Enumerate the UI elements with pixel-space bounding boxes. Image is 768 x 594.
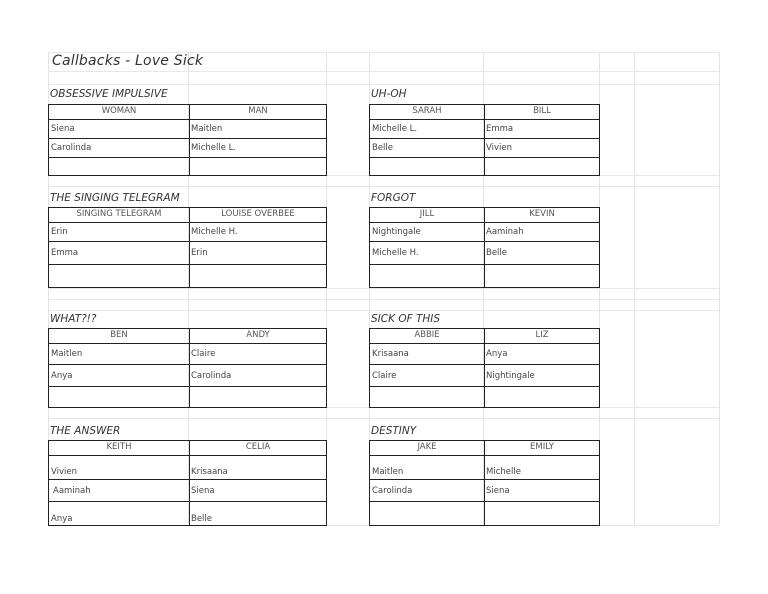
role-header: ABBIE	[414, 330, 440, 340]
section-title: WHAT?!?	[50, 313, 97, 325]
table-row	[49, 139, 326, 158]
role-header: EMILY	[529, 442, 554, 452]
cast-cell[interactable]: Michelle H.	[191, 227, 238, 237]
cast-cell[interactable]	[484, 265, 600, 287]
header-row	[49, 208, 326, 223]
cast-cell[interactable]: Michelle L.	[191, 143, 237, 153]
table-row	[49, 456, 326, 480]
cast-cell[interactable]	[189, 158, 327, 175]
cast-cell[interactable]: Nightingale	[372, 227, 421, 237]
table-row	[49, 242, 326, 265]
cast-cell[interactable]: Krisaana	[191, 467, 228, 477]
cast-table	[369, 207, 600, 288]
cast-cell[interactable]	[370, 502, 484, 525]
cast-table	[369, 440, 600, 526]
table-row	[49, 158, 326, 175]
cast-cell[interactable]	[189, 387, 327, 407]
cast-cell[interactable]: Vivien	[486, 143, 512, 153]
cast-table	[48, 440, 327, 526]
table-row	[49, 365, 326, 387]
cast-cell[interactable]: Claire	[191, 349, 216, 359]
cast-cell[interactable]: Aaminah	[53, 485, 91, 496]
cast-cell[interactable]: Siena	[191, 485, 215, 496]
cast-cell[interactable]: Aaminah	[486, 227, 524, 237]
table-row	[49, 223, 326, 242]
table-row	[49, 480, 326, 502]
cast-table	[369, 328, 600, 408]
cast-cell[interactable]: Vivien	[51, 467, 77, 477]
cast-cell[interactable]: Maitlen	[51, 349, 83, 359]
cast-cell[interactable]: Maitlen	[191, 124, 223, 134]
table-row	[49, 502, 326, 525]
header-row	[49, 329, 326, 344]
table-row	[49, 265, 326, 287]
header-row	[49, 105, 326, 120]
table-row	[49, 387, 326, 407]
section-title: OBSESSIVE IMPULSIVE	[50, 88, 168, 100]
section-title: FORGOT	[371, 192, 416, 204]
cast-cell[interactable]: Anya	[51, 514, 73, 524]
cast-cell[interactable]	[49, 158, 189, 175]
cast-cell[interactable]: Siena	[486, 485, 510, 496]
cast-cell[interactable]	[484, 387, 600, 407]
role-header: WOMAN	[101, 106, 137, 116]
cast-cell[interactable]	[49, 387, 189, 407]
cast-cell[interactable]: Michelle L.	[372, 124, 418, 134]
cast-cell[interactable]: Belle	[372, 143, 394, 153]
section-title: SICK OF THIS	[371, 313, 441, 325]
cast-cell[interactable]: Claire	[372, 370, 397, 381]
cast-cell[interactable]	[484, 502, 600, 525]
cast-cell[interactable]: Nightingale	[486, 370, 535, 381]
cast-table	[48, 328, 327, 408]
role-header: BILL	[533, 106, 551, 116]
cast-cell[interactable]: Erin	[191, 248, 208, 258]
role-header: KEVIN	[529, 209, 555, 219]
cast-cell[interactable]	[370, 265, 484, 287]
table-row	[49, 344, 326, 365]
cast-cell[interactable]: Carolinda	[51, 143, 92, 153]
cast-cell[interactable]: Michelle H.	[372, 248, 419, 258]
header-row	[49, 441, 326, 456]
cast-cell[interactable]: Emma	[486, 124, 514, 134]
cast-cell[interactable]: Belle	[486, 248, 508, 258]
section-title: UH-OH	[371, 88, 407, 100]
role-header: JAKE	[417, 442, 437, 452]
cast-cell[interactable]	[49, 265, 189, 287]
role-header: BEN	[110, 330, 128, 340]
section-title: THE ANSWER	[50, 425, 121, 437]
role-header: LOUISE OVERBEE	[221, 209, 295, 219]
cast-cell[interactable]: Erin	[51, 227, 68, 237]
role-header: ANDY	[246, 330, 270, 340]
cast-cell[interactable]	[370, 387, 484, 407]
cast-cell[interactable]: Krisaana	[372, 349, 409, 359]
cast-cell[interactable]: Michelle	[486, 467, 521, 477]
role-header: KEITH	[106, 442, 132, 452]
cast-cell[interactable]: Belle	[191, 514, 213, 524]
role-header: CELIA	[245, 442, 271, 452]
role-header: MAN	[248, 106, 268, 116]
role-header: JILL	[419, 209, 435, 219]
role-header: SARAH	[412, 106, 442, 116]
cast-cell[interactable]: Emma	[51, 248, 79, 258]
cast-cell[interactable]	[189, 265, 327, 287]
cast-cell[interactable]: Maitlen	[372, 467, 404, 477]
section-title: THE SINGING TELEGRAM	[50, 192, 180, 204]
cast-table	[48, 104, 327, 176]
cast-cell[interactable]: Anya	[51, 370, 73, 381]
cast-cell[interactable]: Siena	[51, 124, 75, 134]
cast-cell[interactable]: Carolinda	[191, 370, 232, 381]
role-header: LIZ	[535, 330, 549, 340]
cast-cell[interactable]	[370, 158, 484, 175]
cast-table	[48, 207, 327, 288]
cast-cell[interactable]	[484, 158, 600, 175]
table-row	[49, 120, 326, 139]
page-title: Callbacks - Love Sick	[52, 53, 204, 69]
role-header: SINGING TELEGRAM	[76, 209, 162, 219]
cast-cell[interactable]: Carolinda	[372, 485, 413, 496]
section-title: DESTINY	[371, 425, 417, 437]
cast-table	[369, 104, 600, 176]
cast-cell[interactable]: Anya	[486, 349, 508, 359]
